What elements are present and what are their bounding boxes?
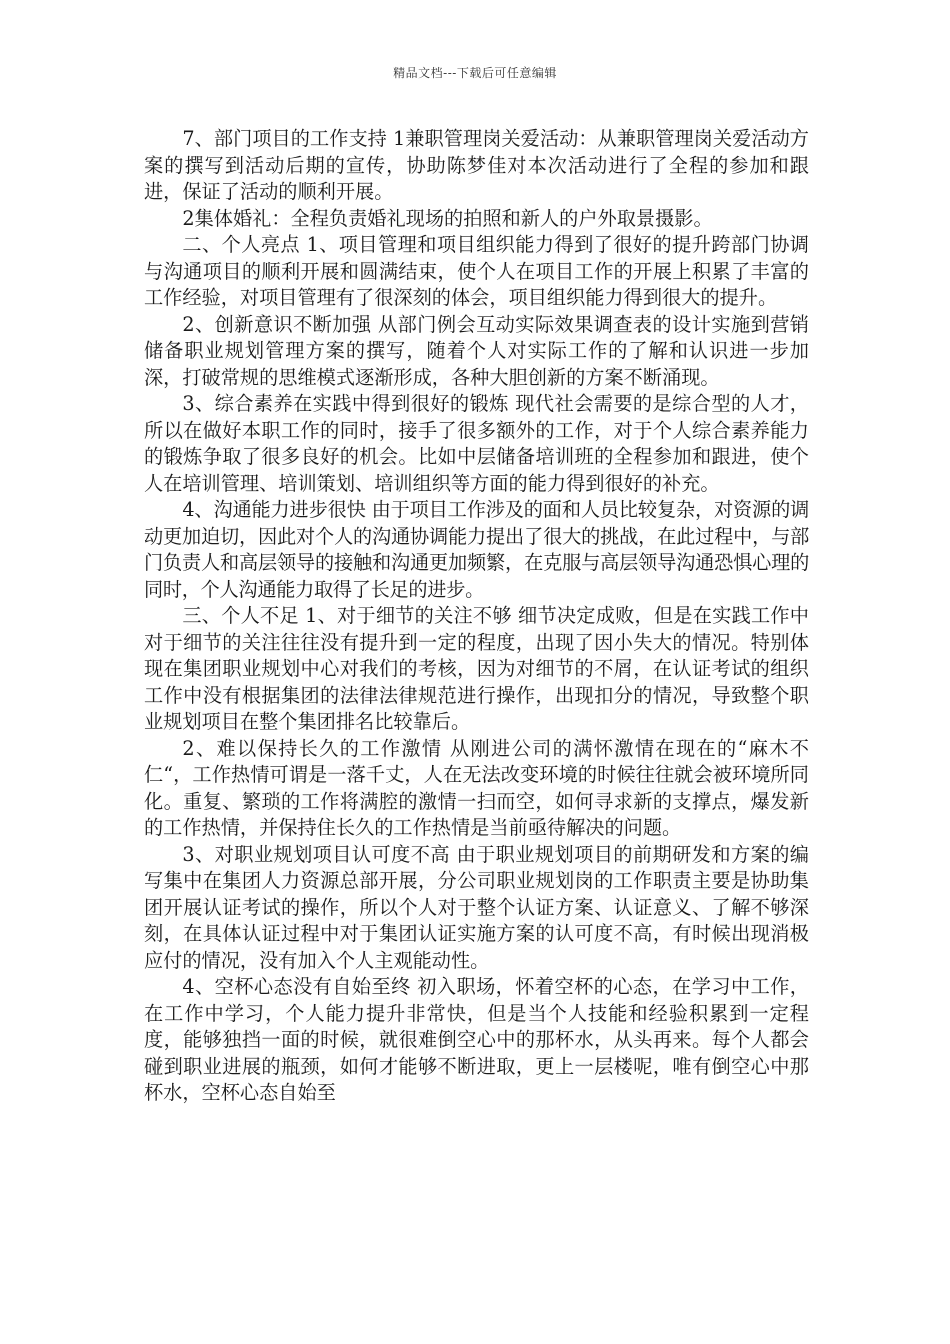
paragraph-empty-cup: 4、空杯心态没有自始至终 初入职场，怀着空杯的心态，在学习中工作，在工作中学习，个人能力提升非常快，但是当个人技能和经验积累到一定程度，能够独挡一面的时候，就很难倒空心中的那杯水，从头再来。每个人都会碰到职业进展的瓶颈，如何才能够不断进取，更上一层楼呢，唯有倒空心中那杯水，空杯心态自始至	[144, 975, 809, 1104]
paragraph-comprehensive-quality: 3、综合素养在实践中得到很好的锻炼 现代社会需要的是综合型的人才，所以在做好本职工作的同时，接手了很多额外的工作，对于个人综合素养能力的锻炼争取了很多良好的机会。比如中层储备培训班的全程参加和跟进，使个人在培训管理、培训策划、培训组织等方面的能力得到很好的补充。	[144, 392, 809, 495]
paragraph-group-wedding: 2集体婚礼：全程负责婚礼现场的拍照和新人的户外取景摄影。	[182, 206, 713, 230]
paragraph-work-support: 7、部门项目的工作支持 1兼职管理岗关爱活动：从兼职管理岗关爱活动方案的撰写到活动后期的宣传，协助陈梦佳对本次活动进行了全程的参加和跟进，保证了活动的顺利开展。	[144, 127, 809, 203]
paragraph-communication: 4、沟通能力进步很快 由于项目工作涉及的面和人员比较复杂，对资源的调动更加迫切，因此对个人的沟通协调能力提出了很大的挑战，在此过程中，与部门负责人和高层领导的接触和沟通更加频繁，在克服与高层领导沟通恐惧心理的同时，个人沟通能力取得了长足的进步。	[144, 498, 809, 601]
paragraph-shortcomings-details: 三、个人不足 1、对于细节的关注不够 细节决定成败，但是在实践工作中对于细节的关注往往没有提升到一定的程度，出现了因小失大的情况。特别体现在集团职业规划中心对我们的考核，因为对细节的不屑，在认证考试的组织工作中没有根据集团的法律法律规范进行操作，出现扣分的情况，导致整个职业规划项目在整个集团排名比较靠后。	[144, 604, 809, 733]
document-body	[144, 126, 809, 1107]
page-header: 精品文档---下载后可任意编辑	[393, 66, 557, 80]
paragraph-highlights-project-management: 二、个人亮点 1、项目管理和项目组织能力得到了很好的提升跨部门协调与沟通项目的顺利开展和圆满结束，使个人在项目工作的开展上积累了丰富的工作经验，对项目管理有了很深刻的体会，项目组织能力得到很大的提升。	[144, 233, 809, 309]
paragraph-innovation: 2、创新意识不断加强 从部门例会互动实际效果调查表的设计实施到营销储备职业规划管理方案的撰写，随着个人对实际工作的了解和认识进一步加深，打破常规的思维模式逐渐形成，各种大胆创新的方案不断涌现。	[144, 312, 809, 389]
paragraph-career-planning: 3、对职业规划项目认可度不高 由于职业规划项目的前期研发和方案的编写集中在集团人力资源总部开展，分公司职业规划岗的工作职责主要是协助集团开展认证考试的操作，所以个人对于整个认证方案、认证意义、了解不够深刻，在具体认证过程中对于集团认证实施方案的认可度不高，有时候出现消极应付的情况，没有加入个人主观能动性。	[144, 842, 809, 972]
paragraph-work-passion: 2、难以保持长久的工作激情 从刚进公司的满怀激情在现在的“麻木不仁“，工作热情可谓是一落千丈，人在无法改变环境的时候往往就会被环境所同化。重复、繁琐的工作将满腔的激情一扫而空，如何寻求新的支撑点，爆发新的工作热情，并保持住长久的工作热情是当前亟待解决的问题。	[144, 736, 809, 839]
